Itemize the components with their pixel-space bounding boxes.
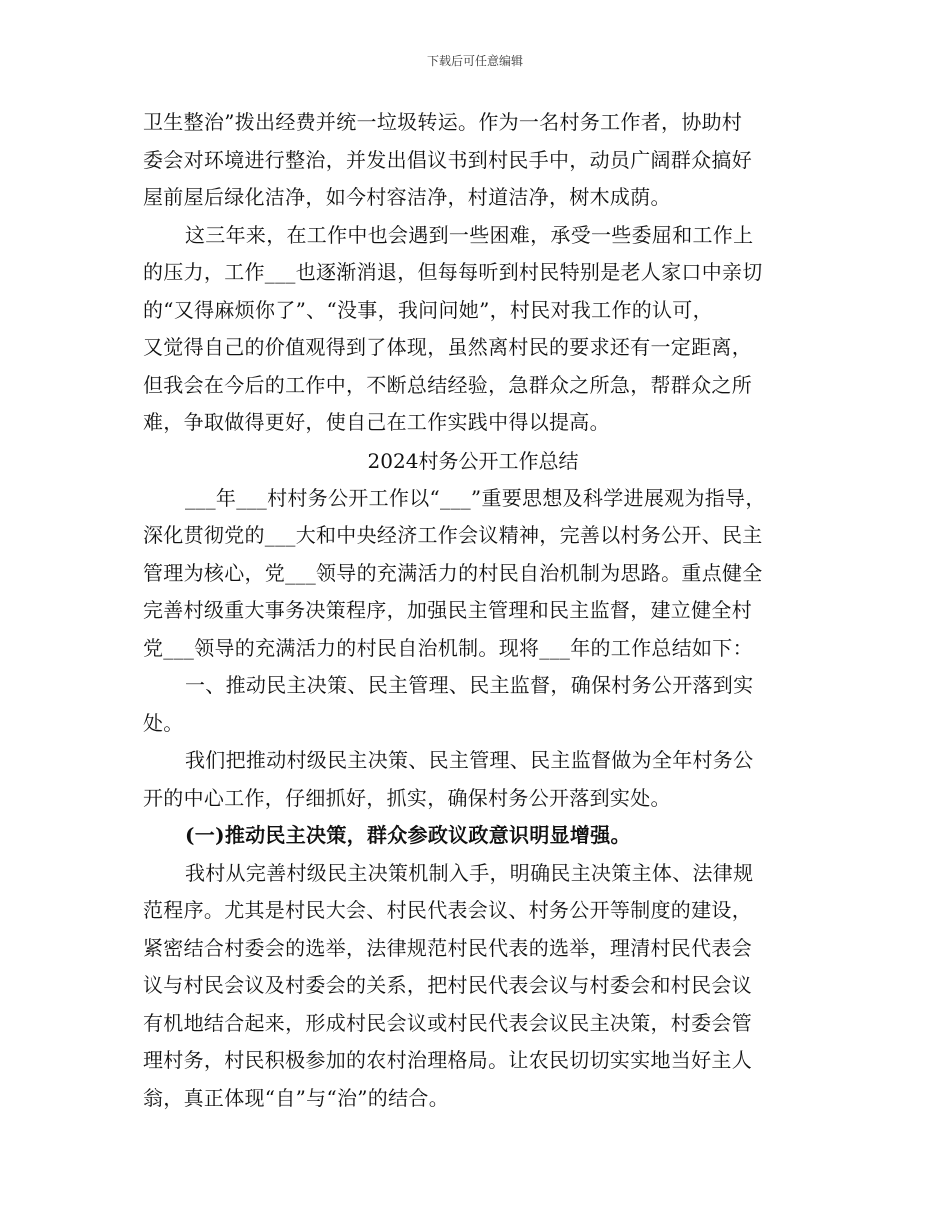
paragraph-line: 难，争取做得更好，使自己在工作实践中得以提高。 bbox=[143, 410, 610, 434]
section-title: 2024村务公开工作总结 bbox=[367, 448, 579, 473]
paragraph-line: 的“又得麻烦你了”、“没事，我问问她”，村民对我工作的认可， bbox=[143, 297, 713, 322]
paragraph-line: 这三年来，在工作中也会遇到一些困难，承受一些委屈和工作上 bbox=[185, 222, 754, 247]
paragraph-line: 有机地结合起来，形成村民会议或村民代表会议民主决策，村委会管 bbox=[143, 1010, 752, 1035]
paragraph-line: 处。 bbox=[143, 710, 184, 735]
paragraph-line: 议与村民会议及村委会的关系，把村民代表会议与村委会和村民会议 bbox=[143, 973, 752, 997]
paragraph-line: 党___领导的充满活力的村民自治机制。现将___年的工作总结如下： bbox=[143, 635, 753, 660]
paragraph-line: 但我会在今后的工作中，不断总结经验，急群众之所急，帮群众之所 bbox=[143, 372, 752, 397]
paragraph-line: 深化贯彻党的___大和中央经济工作会议精神，完善以村务公开、民主 bbox=[143, 523, 763, 547]
document-body bbox=[143, 104, 803, 1117]
paragraph-line: 我村从完善村级民主决策机制入手，明确民主决策主体、法律规 bbox=[185, 860, 754, 885]
paragraph-line: 翁，真正体现“自”与“治”的结合。 bbox=[143, 1085, 449, 1110]
paragraph-line: 屋前屋后绿化洁净，如今村容洁净，村道洁净，树木成荫。 bbox=[143, 185, 671, 209]
paragraph-line: ___年___村村务公开工作以“___”重要思想及科学进展观为指导， bbox=[185, 485, 766, 510]
paragraph-line: 卫生整治”拨出经费并统一垃圾转运。作为一名村务工作者，协助村 bbox=[143, 110, 743, 134]
page-header: 下载后可任意编辑 bbox=[426, 54, 523, 68]
paragraph-line: 完善村级重大事务决策程序，加强民主管理和民主监督，建立健全村 bbox=[143, 598, 752, 622]
paragraph-line: 范程序。尤其是村民大会、村民代表会议、村务公开等制度的建设， bbox=[143, 898, 752, 922]
subheading-line: (一)推动民主决策，群众参政议政意识明显增强。 bbox=[185, 823, 631, 847]
paragraph-line: 又觉得自己的价值观得到了体现，虽然离村民的要求还有一定距离， bbox=[143, 335, 752, 359]
paragraph-line: 紧密结合村委会的选举，法律规范村民代表的选举，理清村民代表会 bbox=[143, 935, 752, 960]
paragraph-line: 理村务，村民积极参加的农村治理格局。让农民切切实实地当好主人 bbox=[143, 1048, 752, 1072]
paragraph-line: 一、推动民主决策、民主管理、民主监督，确保村务公开落到实 bbox=[185, 673, 754, 697]
paragraph-line: 委会对环境进行整治，并发出倡议书到村民手中，动员广阔群众搞好 bbox=[143, 147, 752, 172]
paragraph-line: 管理为核心，党___领导的充满活力的村民自治机制为思路。重点健全 bbox=[143, 560, 763, 585]
paragraph-line: 我们把推动村级民主决策、民主管理、民主监督做为全年村务公 bbox=[185, 748, 754, 772]
paragraph-line: 开的中心工作，仔细抓好，抓实，确保村务公开落到实处。 bbox=[143, 785, 671, 810]
paragraph-line: 的压力，工作___也逐渐消退，但每每听到村民特别是老人家口中亲切 bbox=[143, 260, 763, 284]
